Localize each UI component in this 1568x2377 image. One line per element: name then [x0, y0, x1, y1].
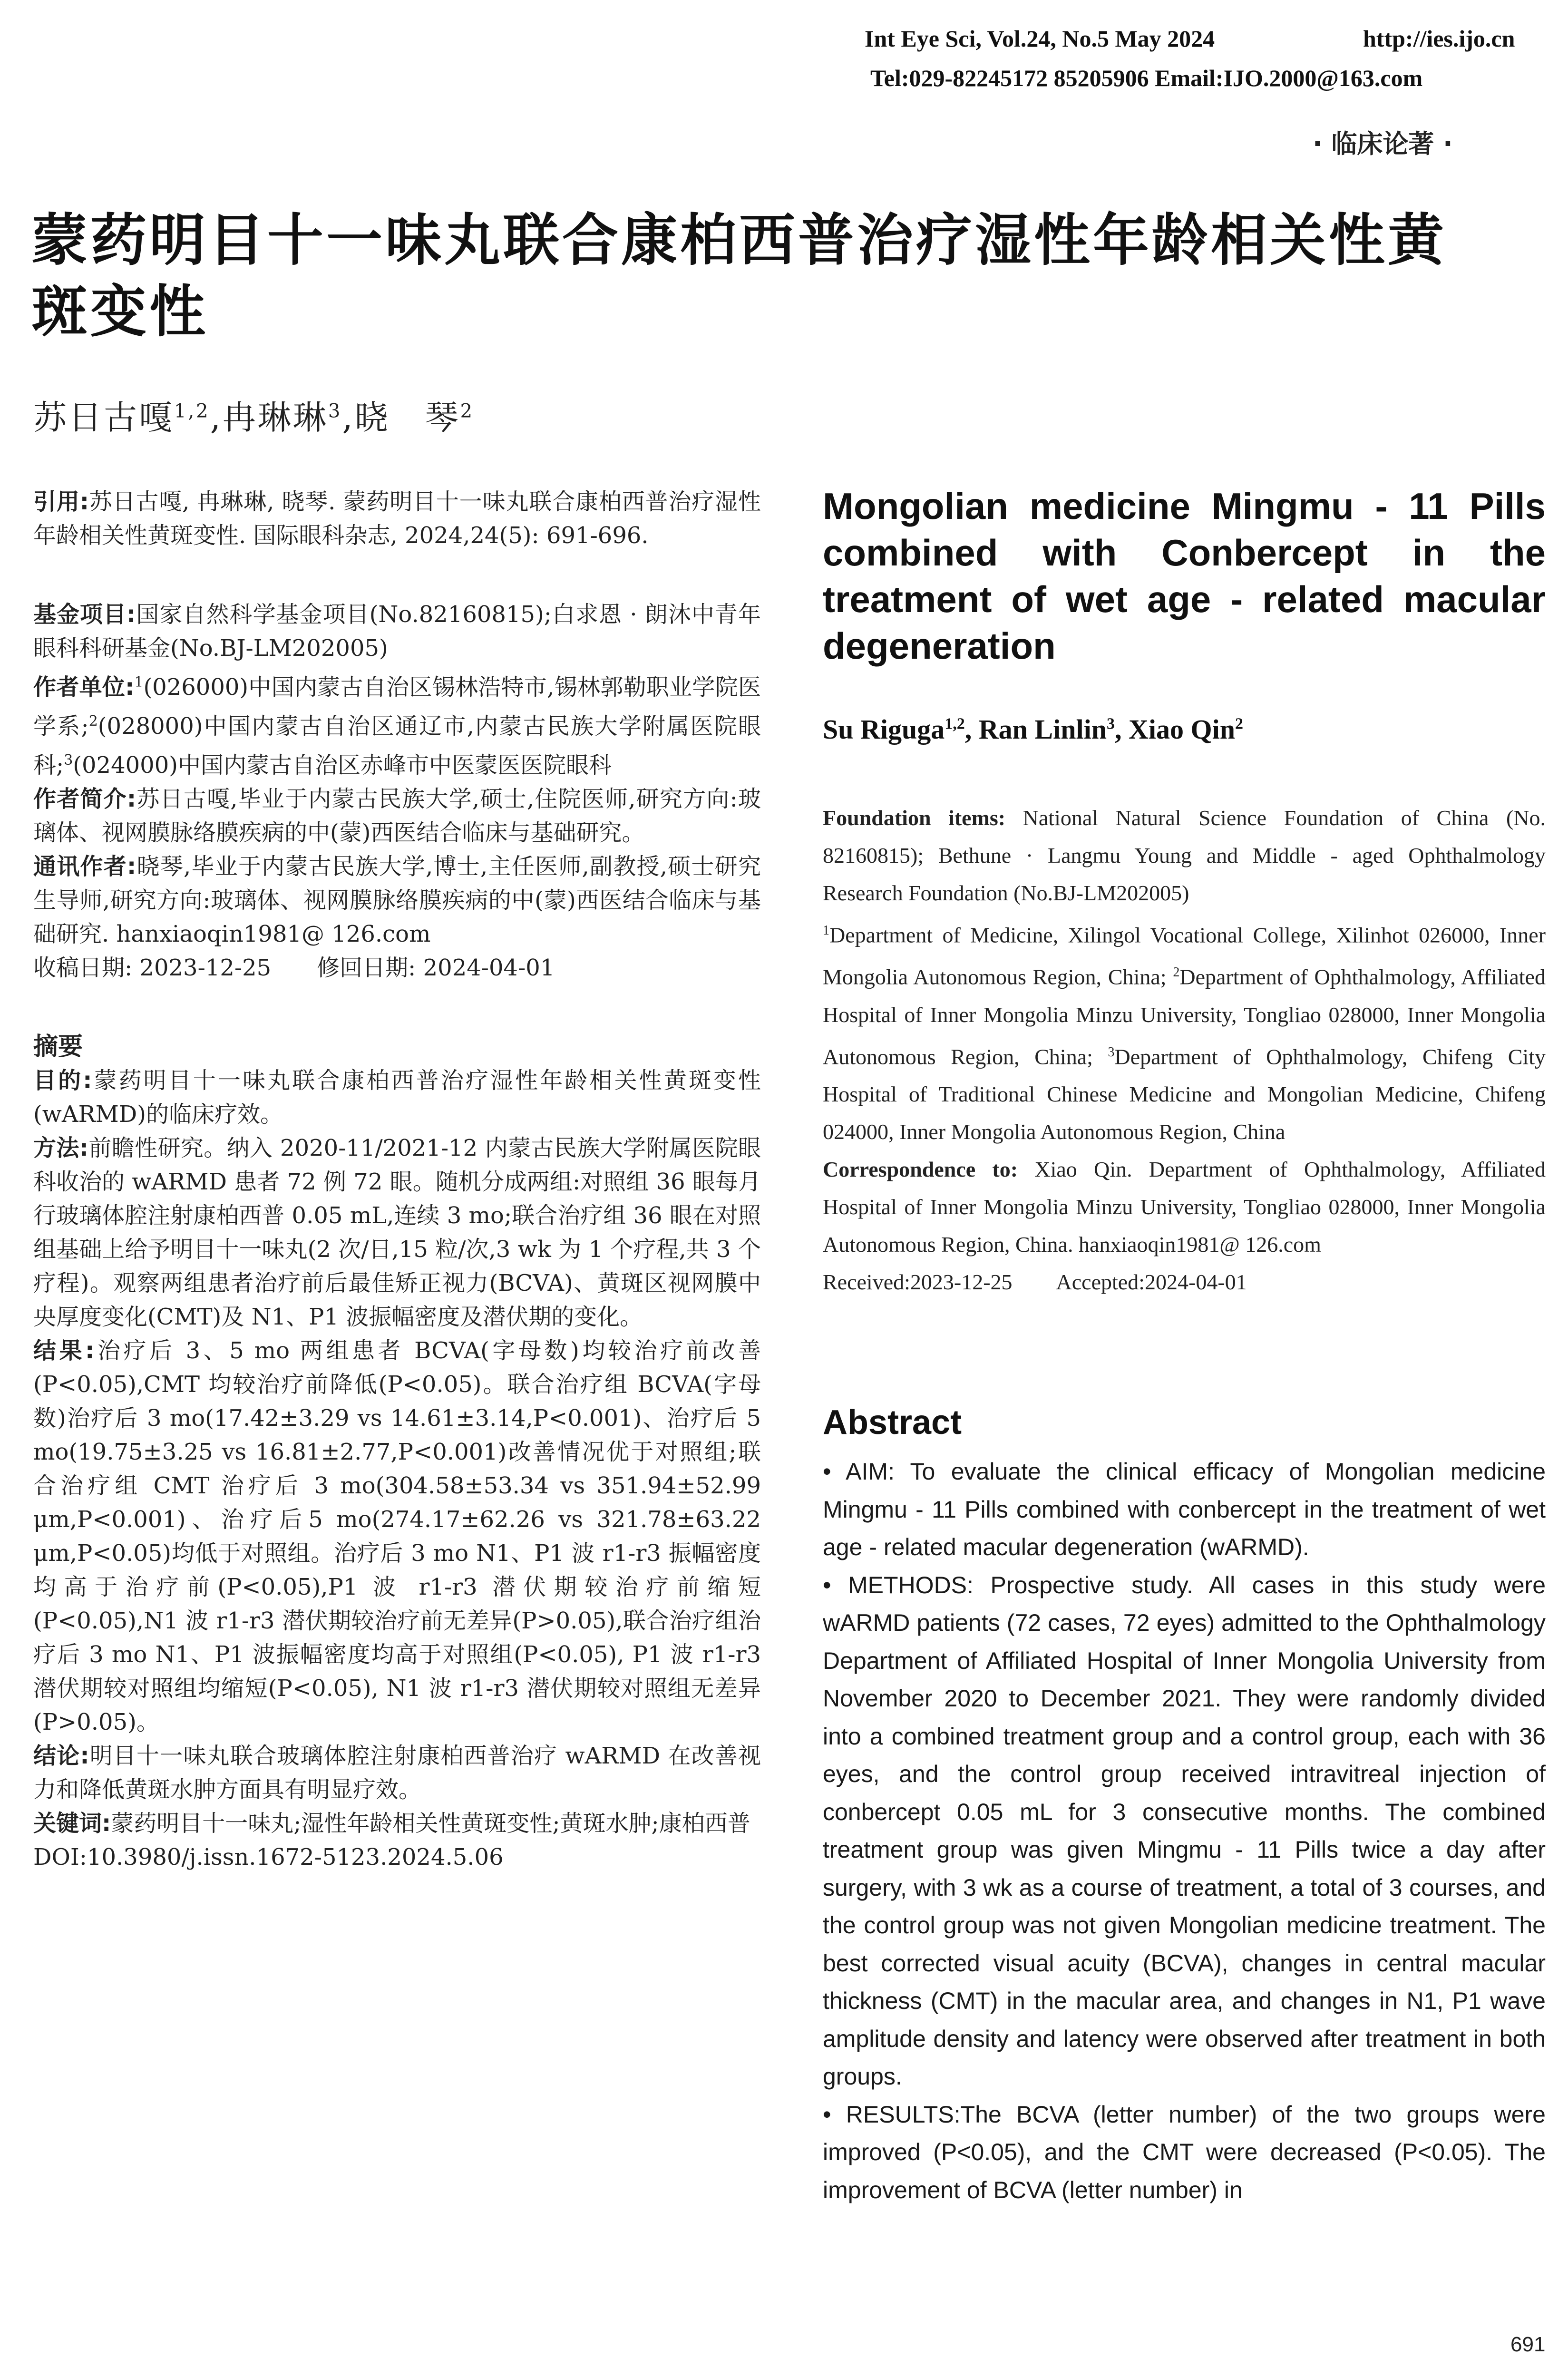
- foundation-label: Foundation items:: [823, 806, 1006, 830]
- foundation-block: [823, 799, 1546, 912]
- objective-label: 目的:: [33, 1067, 92, 1094]
- section-tag: · 临床论著 ·: [1313, 129, 1453, 159]
- affiliation-en-1: Department of Medicine, Xilingol Vocational College, Xilinhot 026000, Inner Mongolia Autonomous Region, China;: [823, 923, 1546, 989]
- methods-block-en: [823, 1567, 1546, 2096]
- article-title-cn: [31, 205, 1544, 347]
- citation-block: [33, 485, 761, 553]
- left-column: [33, 485, 761, 1874]
- affiliation-3: (024000)中国内蒙古自治区赤峰市中医蒙医医院眼科: [73, 752, 612, 779]
- title-cn-line-2: 斑变性: [31, 279, 209, 344]
- author-cn-3-aff: 2: [460, 400, 475, 422]
- affiliation-en-sup-2: 2: [1173, 965, 1180, 980]
- author-cn-2: ,冉琳琳: [210, 398, 328, 437]
- affiliations-en: [823, 912, 1546, 1150]
- results-label-en: • RESULTS:: [823, 2101, 961, 2128]
- aim-label: • AIM:: [823, 1458, 895, 1485]
- author-en-2: , Ran Linlin: [964, 714, 1107, 745]
- page-number: 691: [1510, 2333, 1546, 2356]
- affiliation-en-sup-3: 3: [1108, 1044, 1115, 1060]
- author-bio-text: 苏日古嘎,毕业于内蒙古民族大学,硕士,住院医师,研究方向:玻璃体、视网膜脉络膜疾病的中(蒙)西医结合临床与基础研究。: [33, 786, 761, 846]
- affiliation-en-sup-1: 1: [823, 923, 829, 938]
- affiliation-sup-2: 2: [88, 713, 98, 730]
- conclusion-block-cn: [33, 1739, 761, 1807]
- author-en-2-aff: 3: [1106, 715, 1115, 733]
- author-cn-3: ,晓 琴: [342, 398, 460, 437]
- keywords-label-cn: 关键词:: [33, 1810, 111, 1837]
- methods-text-en: Prospective study. All cases in this study were wARMD patients (72 cases, 72 eyes) admitted to the Ophthalmology Department of Affiliated Hospital of Inner Mongolia University from November 2020 to December 2021. They were randomly divided into a combined treatment group and a control group, each with 36 eyes, and the control group received intravitreal injection of conbercept 0.05 mL for 3 consecutive months. The combined treatment group was given Mingmu - 11 Pills twice a day after surgery, with 3 wk as a course of treatment, a total of 3 courses, and the control group was not given Mongolian medicine treatment. The best corrected visual acuity (BCVA), changes in central macular thickness (CMT) in the macular area, and changes in N1, P1 wave amplitude density and latency were observed after treatment in both groups.: [823, 1571, 1546, 2090]
- results-label-cn: 结果:: [33, 1337, 95, 1364]
- affiliation-1: (026000)中国内蒙古自治区锡林浩特市,锡林郭勒职业学院医学系;: [33, 674, 761, 740]
- author-cn-1-aff: 1,2: [174, 400, 210, 422]
- author-cn-2-aff: 3: [328, 400, 342, 422]
- author-cn-1: 苏日古嘎: [33, 398, 174, 437]
- affiliation-en-2: Department of Ophthalmology, Affiliated Hospital of Inner Mongolia Minzu University, Tongliao 028000, Inner Mongolia Autonomous Region, China;: [823, 964, 1546, 1069]
- funding-text: 国家自然科学基金项目(No.82160815);白求恩 · 朗沐中青年眼科科研基金(No.BJ-LM202005): [33, 601, 761, 662]
- results-block-en: [823, 2096, 1546, 2210]
- funding-label: 基金项目:: [33, 601, 136, 628]
- correspondence-block: [33, 850, 761, 951]
- correspondence-en: [823, 1150, 1546, 1263]
- methods-block-cn: [33, 1131, 761, 1334]
- methods-text-cn: 前瞻性研究。纳入 2020-11/2021-12 内蒙古民族大学附属医院眼科收治的 wARMD 患者 72 例 72 眼。随机分成两组:对照组 36 眼每月行玻璃体腔注射康柏西普 0.05 mL,连续 3 mo;联合治疗组 36 眼在对照组基础上给予明目十一味丸(2 次/日,15 粒/次,3 wk 为 1 个疗程,共 3 个疗程)。观察两组患者治疗前后最佳矫正视力(BCVA)、黄斑区视网膜中央厚度变化(CMT)及 N1、P1 波振幅密度及潜伏期的变化。: [33, 1135, 761, 1330]
- abstract-heading-en: Abstract: [823, 1403, 962, 1442]
- authors-en: [823, 713, 1243, 745]
- correspondence-label: 通讯作者:: [33, 853, 136, 880]
- author-en-1-aff: 1,2: [945, 715, 965, 733]
- conclusion-label-cn: 结论:: [33, 1743, 89, 1769]
- keywords-text-cn: 蒙药明目十一味丸;湿性年龄相关性黄斑变性;黄斑水肿;康柏西普: [111, 1810, 750, 1837]
- objective-block: [33, 1064, 761, 1131]
- aim-block: [823, 1453, 1546, 1567]
- correspondence-en-text: Xiao Qin. Department of Ophthalmology, Affiliated Hospital of Inner Mongolia Minzu University, Tongliao 028000, Inner Mongolia Autonomous Region, China. hanxiaoqin1981@ 126.com: [823, 1157, 1546, 1257]
- affiliation-block: [33, 665, 761, 782]
- foundation-text: National Natural Science Foundation of China (No. 82160815); Bethune · Langmu Young and Middle - aged Ophthalmology Research Foundation (No.BJ-LM202005): [823, 806, 1546, 905]
- author-en-3: , Xiao Qin: [1114, 714, 1235, 745]
- author-en-1: Su Riguga: [823, 714, 945, 745]
- correspondence-en-label: Correspondence to:: [823, 1157, 1018, 1181]
- author-en-3-aff: 2: [1235, 715, 1243, 733]
- affiliation-2: (028000)中国内蒙古自治区通辽市,内蒙古民族大学附属医院眼科;: [33, 713, 761, 779]
- methods-label-cn: 方法:: [33, 1135, 88, 1161]
- authors-cn: [33, 391, 474, 439]
- aim-text: To evaluate the clinical efficacy of Mongolian medicine Mingmu - 11 Pills combined with conbercept in the treatment of wet age - related macular degeneration (wARMD).: [823, 1458, 1546, 1560]
- affiliation-sup-3: 3: [64, 752, 73, 769]
- results-block-cn: [33, 1334, 761, 1739]
- affiliation-en-3: Department of Ophthalmology, Chifeng City Hospital of Traditional Chinese Medicine and Mongolian Medicine, Chifeng 024000, Inner Mongolia Autonomous Region, China: [823, 1044, 1546, 1144]
- journal-citation: Int Eye Sci, Vol.24, No.5 May 2024: [865, 25, 1215, 52]
- objective-text: 蒙药明目十一味丸联合康柏西普治疗湿性年龄相关性黄斑变性(wARMD)的临床疗效。: [33, 1067, 761, 1128]
- article-title-en: Mongolian medicine Mingmu - 11 Pills combined with Conbercept in the treatment of wet age - related macular degeneration: [823, 485, 1546, 667]
- funding-block: [33, 598, 761, 665]
- affiliation-sup-1: 1: [134, 674, 144, 691]
- abstract-en: [823, 1453, 1546, 2209]
- affiliation-label: 作者单位:: [33, 674, 135, 701]
- conclusion-text-cn: 明目十一味丸联合玻璃体腔注射康柏西普治疗 wARMD 在改善视力和降低黄斑水肿方面具有明显疗效。: [33, 1743, 761, 1803]
- keywords-block-cn: [33, 1807, 761, 1841]
- doi[interactable]: DOI:10.3980/j.issn.1672-5123.2024.5.06: [33, 1844, 504, 1870]
- correspondence-text: 晓琴,毕业于内蒙古民族大学,博士,主任医师,副教授,硕士研究生导师,研究方向:玻璃体、视网膜脉络膜疾病的中(蒙)西医结合临床与基础研究. hanxiaoqin1981@ 126.com: [33, 853, 761, 947]
- methods-label-en: • METHODS:: [823, 1571, 974, 1598]
- results-text-cn: 治疗后 3、5 mo 两组患者 BCVA(字母数)均较治疗前改善(P<0.05),CMT 均较治疗前降低(P<0.05)。联合治疗组 BCVA(字母数)治疗后 3 mo(17.42±3.29 vs 14.61±3.14,P<0.001)、治疗后 5 mo(19.75±3.25 vs 16.81±2.77,P<0.001)改善情况优于对照组;联合治疗组 CMT 治疗后 3 mo(304.58±53.34 vs 351.94±52.99 μm,P<0.001)、治疗后5 mo(274.17±62.26 vs 321.78±63.22 μm,P<0.05)均低于对照组。治疗后 3 mo N1、P1 波 r1-r3 振幅密度均高于治疗前(P<0.05),P1 波 r1-r3 潜伏期较治疗前缩短(P<0.05),N1 波 r1-r3 潜伏期较治疗前无差异(P>0.05),联合治疗组治疗后 3 mo N1、P1 波振幅密度均高于对照组(P<0.05), P1 波 r1-r3 潜伏期较对照组均缩短(P<0.05), N1 波 r1-r3 潜伏期较对照组无差异(P>0.05)。: [33, 1337, 761, 1735]
- citation-text: 苏日古嘎, 冉琳琳, 晓琴. 蒙药明目十一味丸联合康柏西普治疗湿性年龄相关性黄斑变性. 国际眼科杂志, 2024,24(5): 691-696.: [33, 488, 761, 549]
- journal-url[interactable]: http://ies.ijo.cn: [1363, 25, 1515, 52]
- dates-cn: 收稿日期: 2023-12-25 修回日期: 2024-04-01: [33, 955, 555, 981]
- title-cn-line-1: 蒙药明目十一味丸联合康柏西普治疗湿性年龄相关性黄: [31, 207, 1447, 273]
- author-bio-block: [33, 782, 761, 850]
- dates-en: Received:2023-12-25 Accepted:2024-04-01: [823, 1269, 1247, 1294]
- journal-contact: Tel:029-82245172 85205906 Email:IJO.2000@163.com: [870, 65, 1423, 91]
- right-meta: [823, 799, 1546, 1301]
- results-text-en: The BCVA (letter number) of the two groups were improved (P<0.05), and the CMT were decreased (P<0.05). The improvement of BCVA (letter number) in: [823, 2101, 1546, 2203]
- abstract-heading-cn: 摘要: [33, 1033, 83, 1061]
- author-bio-label: 作者简介:: [33, 786, 136, 812]
- citation-label: 引用:: [33, 488, 89, 515]
